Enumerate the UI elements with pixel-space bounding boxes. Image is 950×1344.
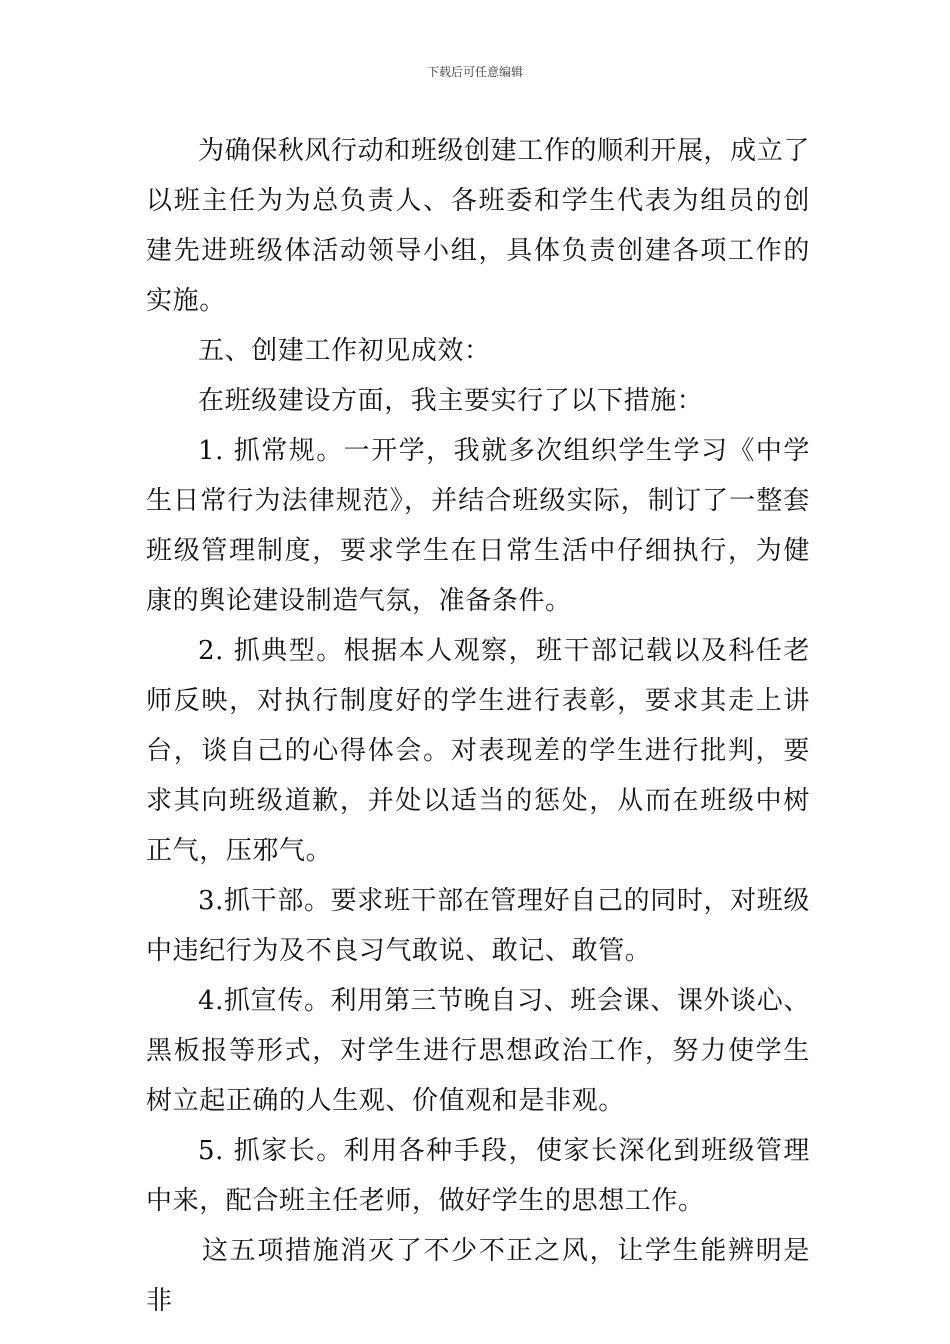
section-heading-results: 五、创建工作初见成效：: [198, 336, 491, 366]
paragraph-leadership-group: 为确保秋风行动和班级创建工作的顺利开展，成立了以班主任为为总负责人、各班委和学生代表为组员的创建先进班级体活动领导小组，具体负责创建各项工作的实施。: [146, 136, 810, 316]
paragraph-measure-3: 3.抓干部。要求班干部在管理好自己的同时，对班级中违纪行为及不良习气敢说、敢记、敢管。: [146, 886, 810, 966]
paragraph-conclusion: 这五项措施消灭了不少不正之风，让学生能辨明是非: [146, 1236, 810, 1316]
paragraph-measure-2: 2. 抓典型。根据本人观察，班干部记载以及科任老师反映，对执行制度好的学生进行表彰，要求其走上讲台，谈自己的心得体会。对表现差的学生进行批判，要求其向班级道歉，并处以适当的惩处，从而在班级中树正气，压邪气。: [146, 636, 810, 866]
document-body: [146, 126, 810, 1326]
paragraph-measures-intro: 在班级建设方面，我主要实行了以下措施：: [198, 386, 704, 416]
paragraph-measure-4: 4.抓宣传。利用第三节晚自习、班会课、课外谈心、黑板报等形式，对学生进行思想政治工作，努力使学生树立起正确的人生观、价值观和是非观。: [146, 986, 810, 1116]
page-header-note: 下载后可任意编辑: [426, 65, 523, 79]
paragraph-measure-1: 1. 抓常规。一开学，我就多次组织学生学习《中学生日常行为法律规范》，并结合班级实际，制订了一整套班级管理制度，要求学生在日常生活中仔细执行，为健康的舆论建设制造气氛，准备条件。: [146, 436, 810, 616]
paragraph-measure-5: 5. 抓家长。利用各种手段，使家长深化到班级管理中来，配合班主任老师，做好学生的思想工作。: [146, 1136, 810, 1216]
